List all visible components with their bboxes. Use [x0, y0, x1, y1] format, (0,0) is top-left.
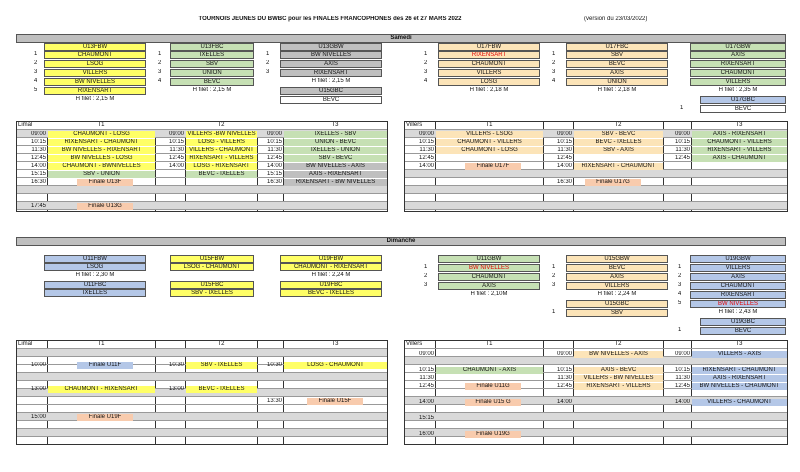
match: BW NIVELLES - LOSG [48, 155, 155, 162]
rank: 1 [158, 51, 162, 57]
time: 16:30 [266, 179, 282, 185]
final-match: Finale U19F [77, 414, 133, 421]
match: LOSG - VILLERS [186, 139, 257, 146]
time: 15:15 [266, 171, 282, 177]
team: VILLERS [690, 264, 786, 272]
team: UNION [566, 78, 668, 86]
saturday-header: Samedi [16, 34, 786, 43]
match: CHAUMONT - LOSG [436, 147, 543, 154]
match: AXIS - RIXENSART [692, 375, 787, 382]
rank: 1 [678, 327, 682, 333]
group-title: U15FBW [170, 255, 254, 263]
team: SBV - IXELLES [170, 289, 254, 297]
team: VILLERS [44, 69, 146, 77]
rank: 4 [158, 78, 162, 84]
venue-label: Limal [18, 341, 33, 347]
page-title: TOURNOIS JEUNES DU BWBC pour les FINALES FRANCOPHONES des 26 et 27 MARS 2022 [198, 16, 462, 22]
time: 10:15 [266, 139, 282, 145]
team: BEVC [170, 78, 254, 86]
match: VILLERS - BW NIVELLES [574, 375, 663, 382]
time: 14:00 [418, 163, 434, 169]
team: LSOG [44, 60, 146, 68]
team: RIXENSART [280, 69, 382, 77]
court-header: T1 [97, 341, 105, 347]
sub-group-title: U15FBC [170, 281, 254, 289]
final-match: Finale U15F [307, 398, 363, 405]
time: 10:15 [418, 139, 434, 145]
rank: 4 [424, 78, 428, 84]
net-height: H filet : 2,15 M [311, 78, 351, 84]
sub-group-title: U19GBC [700, 318, 786, 326]
team: BW NIVELLES [690, 300, 786, 308]
final-match: Finale U15 G [465, 399, 521, 406]
match: UNION - BEVC [284, 139, 387, 146]
court-header: T3 [331, 122, 339, 128]
rank: 3 [34, 69, 38, 75]
rank: 3 [424, 69, 428, 75]
team: SBV [566, 309, 668, 317]
net-height: H filet : 2,30 M [75, 272, 115, 278]
time: 12:45 [30, 155, 46, 161]
court-header: T2 [614, 122, 622, 128]
court-header: T2 [614, 341, 622, 347]
court-header: T1 [485, 122, 493, 128]
time: 10:15 [556, 367, 572, 373]
net-height: H filet : 2,15 M [75, 96, 115, 102]
final-match: Finale U17G [585, 179, 641, 186]
team: AXIS [690, 51, 786, 59]
match: RIXENSART - CHAUMONT [48, 139, 155, 146]
rank: 4 [552, 78, 556, 84]
group-title: U19FBW [280, 255, 382, 263]
team: BW NIVELLES [44, 78, 146, 86]
rank: 2 [424, 60, 428, 66]
match: IXELLES - SBV [284, 131, 387, 138]
time: 10:15 [674, 139, 690, 145]
time: 13:30 [266, 398, 282, 404]
match: IXELLES - UNION [284, 147, 387, 154]
match: AXIS - BEVC [574, 367, 663, 374]
match: VILLERS - AXIS [692, 351, 787, 358]
rank: 2 [34, 60, 38, 66]
final-match: Finale U11G [465, 383, 521, 390]
team: CHAUMONT [690, 282, 786, 290]
group-title: U13FBW [44, 43, 146, 51]
final-match: Finale U17F [465, 163, 521, 170]
time: 09:00 [168, 131, 184, 137]
match: BEVC - IXELLES [574, 139, 663, 146]
rank: 3 [158, 69, 162, 75]
team: RIXENSART [690, 60, 786, 68]
rank: 5 [34, 87, 38, 93]
team: LSOG - CHAUMONT [170, 263, 254, 271]
group-title: U17FBW [438, 43, 540, 51]
team: AXIS [566, 69, 668, 77]
match: RIXENSART - CHAUMONT [574, 163, 663, 170]
time: 14:00 [418, 399, 434, 405]
match: VILLERS - CHAUMONT [692, 399, 787, 406]
match: VILLERS -BW NIVELLES [187, 131, 256, 137]
final-match: Finale U11F [77, 362, 133, 369]
match: CHAUMONT - VILLERS [436, 139, 543, 146]
rank: 3 [424, 282, 428, 288]
sub-group-title: U11FBC [44, 281, 146, 289]
match: AXIS - RIXENSART [692, 131, 787, 138]
court-header: T2 [217, 341, 225, 347]
time: 11:30 [419, 147, 434, 153]
rank: 3 [552, 282, 556, 288]
rank: 1 [552, 309, 556, 315]
time: 10:30 [168, 362, 184, 368]
match: SBV - BEVC [284, 155, 387, 162]
team: AXIS [566, 273, 668, 281]
match: BW NIVELLES - RIXENSART [48, 147, 155, 154]
time: 11:30 [419, 375, 434, 381]
time: 11:30 [675, 147, 690, 153]
match: BW NIVELLES - CHAUMONT [692, 383, 787, 390]
rank: 1 [552, 51, 556, 57]
court-header: T3 [735, 341, 743, 347]
group-title: U13FBC [170, 43, 254, 51]
match: RIXENSART - VILLERS [574, 383, 663, 390]
time: 14:00 [556, 399, 572, 405]
team: VILLERS [690, 78, 786, 86]
match: VILLERS - LSOG [436, 131, 543, 138]
time: 10:30 [266, 362, 282, 368]
sub-group-title: U15GBC [566, 300, 668, 308]
group-title: U17FBC [566, 43, 668, 51]
group-title: U11FBW [44, 255, 146, 263]
team: RIXENSART [690, 291, 786, 299]
team: LOSG [438, 78, 540, 86]
team: CHAUMONT [690, 69, 786, 77]
time: 09:00 [418, 131, 434, 137]
match: SBV - AXIS [574, 147, 663, 154]
rank: 2 [678, 273, 682, 279]
match: BW NIVELLES - AXIS [284, 163, 387, 170]
group-title: U17GBW [690, 43, 786, 51]
team: AXIS [280, 60, 382, 68]
time: 12:45 [418, 383, 434, 389]
time: 16:00 [418, 431, 434, 437]
team: RIXENSART [44, 87, 146, 95]
time: 11:30 [31, 147, 46, 153]
court-header: T1 [485, 341, 493, 347]
team: LSOG [44, 263, 146, 271]
time: 15:15 [418, 415, 434, 421]
time: 12:45 [556, 155, 572, 161]
sun-limal-schedule [16, 340, 388, 445]
team: BEVC [566, 60, 668, 68]
team: CHAUMONT [438, 60, 540, 68]
time: 10:15 [556, 139, 572, 145]
match: CHAUMONT - BWNIVELLES [48, 163, 155, 170]
net-height: H filet : 2,15 M [192, 87, 232, 93]
match: RIXENSART - BW NIVELLES [284, 179, 387, 186]
time: 10:00 [30, 362, 46, 368]
team: CHAUMONT [438, 273, 540, 281]
sub-group-title: U17GBC [700, 96, 786, 104]
time: 14:00 [556, 163, 572, 169]
venue-label: Limal [18, 122, 33, 128]
team: BEVC - IXELLES [280, 289, 382, 297]
time: 13:00 [30, 386, 46, 392]
group-title: U13GBW [280, 43, 382, 51]
match: AXIS - RIXENSART [284, 171, 387, 178]
rank: 2 [552, 60, 556, 66]
net-height: H filet : 2,18 M [597, 87, 637, 93]
net-height: H filet : 2,43 M [718, 309, 758, 315]
match: CHAUMONT - LOSG [48, 131, 155, 138]
team: AXIS [438, 282, 540, 290]
rank: 2 [424, 273, 428, 279]
team: VILLERS [438, 69, 540, 77]
time: 12:45 [674, 383, 690, 389]
team: BW NIVELLES [438, 264, 540, 272]
time: 10:15 [168, 139, 184, 145]
rank: 3 [266, 69, 270, 75]
sat-limal-schedule [16, 121, 388, 212]
time: 09:00 [418, 351, 434, 357]
time: 10:15 [674, 367, 690, 373]
team: UNION [170, 69, 254, 77]
time: 17:45 [30, 203, 46, 209]
time: 15:15 [30, 171, 46, 177]
rank: 2 [552, 273, 556, 279]
rank: 4 [678, 291, 682, 297]
match: BEVC - IXELLES [186, 386, 257, 393]
time: 11:30 [267, 147, 282, 153]
team: RIXENSART [438, 51, 540, 59]
rank: 1 [552, 264, 556, 270]
sunday-header: Dimanche [16, 237, 786, 246]
rank: 1 [34, 51, 38, 57]
time: 11:30 [557, 375, 572, 381]
team: IXELLES [44, 289, 146, 297]
time: 14:00 [266, 163, 282, 169]
sun-villers-schedule [404, 340, 788, 445]
team: SBV [566, 51, 668, 59]
court-header: T1 [97, 122, 105, 128]
net-height: H filet : 2,24 M [597, 291, 637, 297]
time: 09:00 [556, 351, 572, 357]
venue-label: Villers [406, 122, 423, 128]
group-title: U15GBW [566, 255, 668, 263]
final-match: Finale U19G [465, 431, 521, 438]
rank: 1 [424, 51, 428, 57]
rank: 3 [678, 282, 682, 288]
team: BEVC [280, 96, 382, 104]
sat-villers-schedule [404, 121, 788, 212]
net-height: H filet : 2,24 M [311, 272, 351, 278]
sub-group-title: U15GBC [280, 87, 382, 95]
time: 11:30 [169, 147, 184, 153]
rank: 1 [678, 264, 682, 270]
match: SBV - IXELLES [186, 362, 257, 369]
time: 14:00 [30, 163, 46, 169]
net-height: H filet : 2,10M [470, 291, 508, 297]
rank: 1 [266, 51, 270, 57]
rank: 2 [158, 60, 162, 66]
time: 13:00 [168, 386, 184, 392]
venue-label: Villers [406, 341, 423, 347]
team: BEVC [700, 105, 786, 113]
match: RIXENSART - VILLERS [186, 155, 257, 162]
match: CHAUMONT - VILLERS [692, 139, 787, 146]
team: BW NIVELLES [280, 51, 382, 59]
time: 14:00 [674, 399, 690, 405]
time: 09:00 [674, 351, 690, 357]
time: 12:45 [168, 155, 184, 161]
sub-group-title: U19FBC [280, 281, 382, 289]
time: 10:15 [418, 367, 434, 373]
time: 09:00 [266, 131, 282, 137]
time: 11:30 [557, 147, 572, 153]
court-header: T2 [217, 122, 225, 128]
final-match: Finale U13G [77, 203, 133, 210]
match: LOSG - RIXENSART [186, 163, 257, 170]
match: LOSG - CHAUMONT [284, 362, 387, 369]
time: 14:00 [168, 163, 184, 169]
match: SBV - UNION [48, 171, 155, 178]
time: 09:00 [30, 131, 46, 137]
match: VILLERS - CHAUMONT [186, 147, 257, 154]
team: CHAUMONT [44, 51, 146, 59]
match: BEVC - IXELLES [186, 171, 257, 178]
team: BEVC [700, 327, 786, 335]
court-header: T3 [735, 122, 743, 128]
rank: 1 [680, 105, 684, 111]
net-height: H filet : 2,35 M [718, 87, 758, 93]
time: 11:30 [675, 375, 690, 381]
time: 16:30 [556, 179, 572, 185]
match: AXIS - CHAUMONT [692, 155, 787, 162]
time: 15:00 [30, 414, 46, 420]
time: 12:45 [418, 155, 434, 161]
time: 12:45 [556, 383, 572, 389]
time: 12:45 [674, 155, 690, 161]
match: CHAUMONT - AXIS [436, 367, 543, 374]
rank: 5 [678, 300, 682, 306]
rank: 3 [552, 69, 556, 75]
time: 09:00 [556, 131, 572, 137]
rank: 2 [266, 60, 270, 66]
match: CHAUMONT - RIXENSART [48, 386, 155, 393]
net-height: H filet : 2,18 M [469, 87, 509, 93]
team: BEVC [566, 264, 668, 272]
final-match: Finale U13F [77, 179, 133, 186]
time: 10:15 [30, 139, 46, 145]
time: 16:30 [30, 179, 46, 185]
team: VILLERS [566, 282, 668, 290]
match: BW NIVELLES - AXIS [574, 351, 663, 358]
team: IXELLES [170, 51, 254, 59]
team: SBV [170, 60, 254, 68]
match: RIXENSART - VILLERS [692, 147, 787, 154]
time: 09:00 [674, 131, 690, 137]
rank: 1 [424, 264, 428, 270]
match: SBV - BEVC [574, 131, 663, 138]
rank: 4 [34, 78, 38, 84]
version-label: (version du 23/03/2022) [584, 16, 648, 22]
group-title: U11GBW [438, 255, 540, 263]
court-header: T3 [331, 341, 339, 347]
time: 12:45 [266, 155, 282, 161]
group-title: U19GBW [690, 255, 786, 263]
match: RIXENSART - CHAUMONT [692, 367, 787, 374]
team: CHAUMONT - RIXENSART [280, 263, 382, 271]
team: AXIS [690, 273, 786, 281]
